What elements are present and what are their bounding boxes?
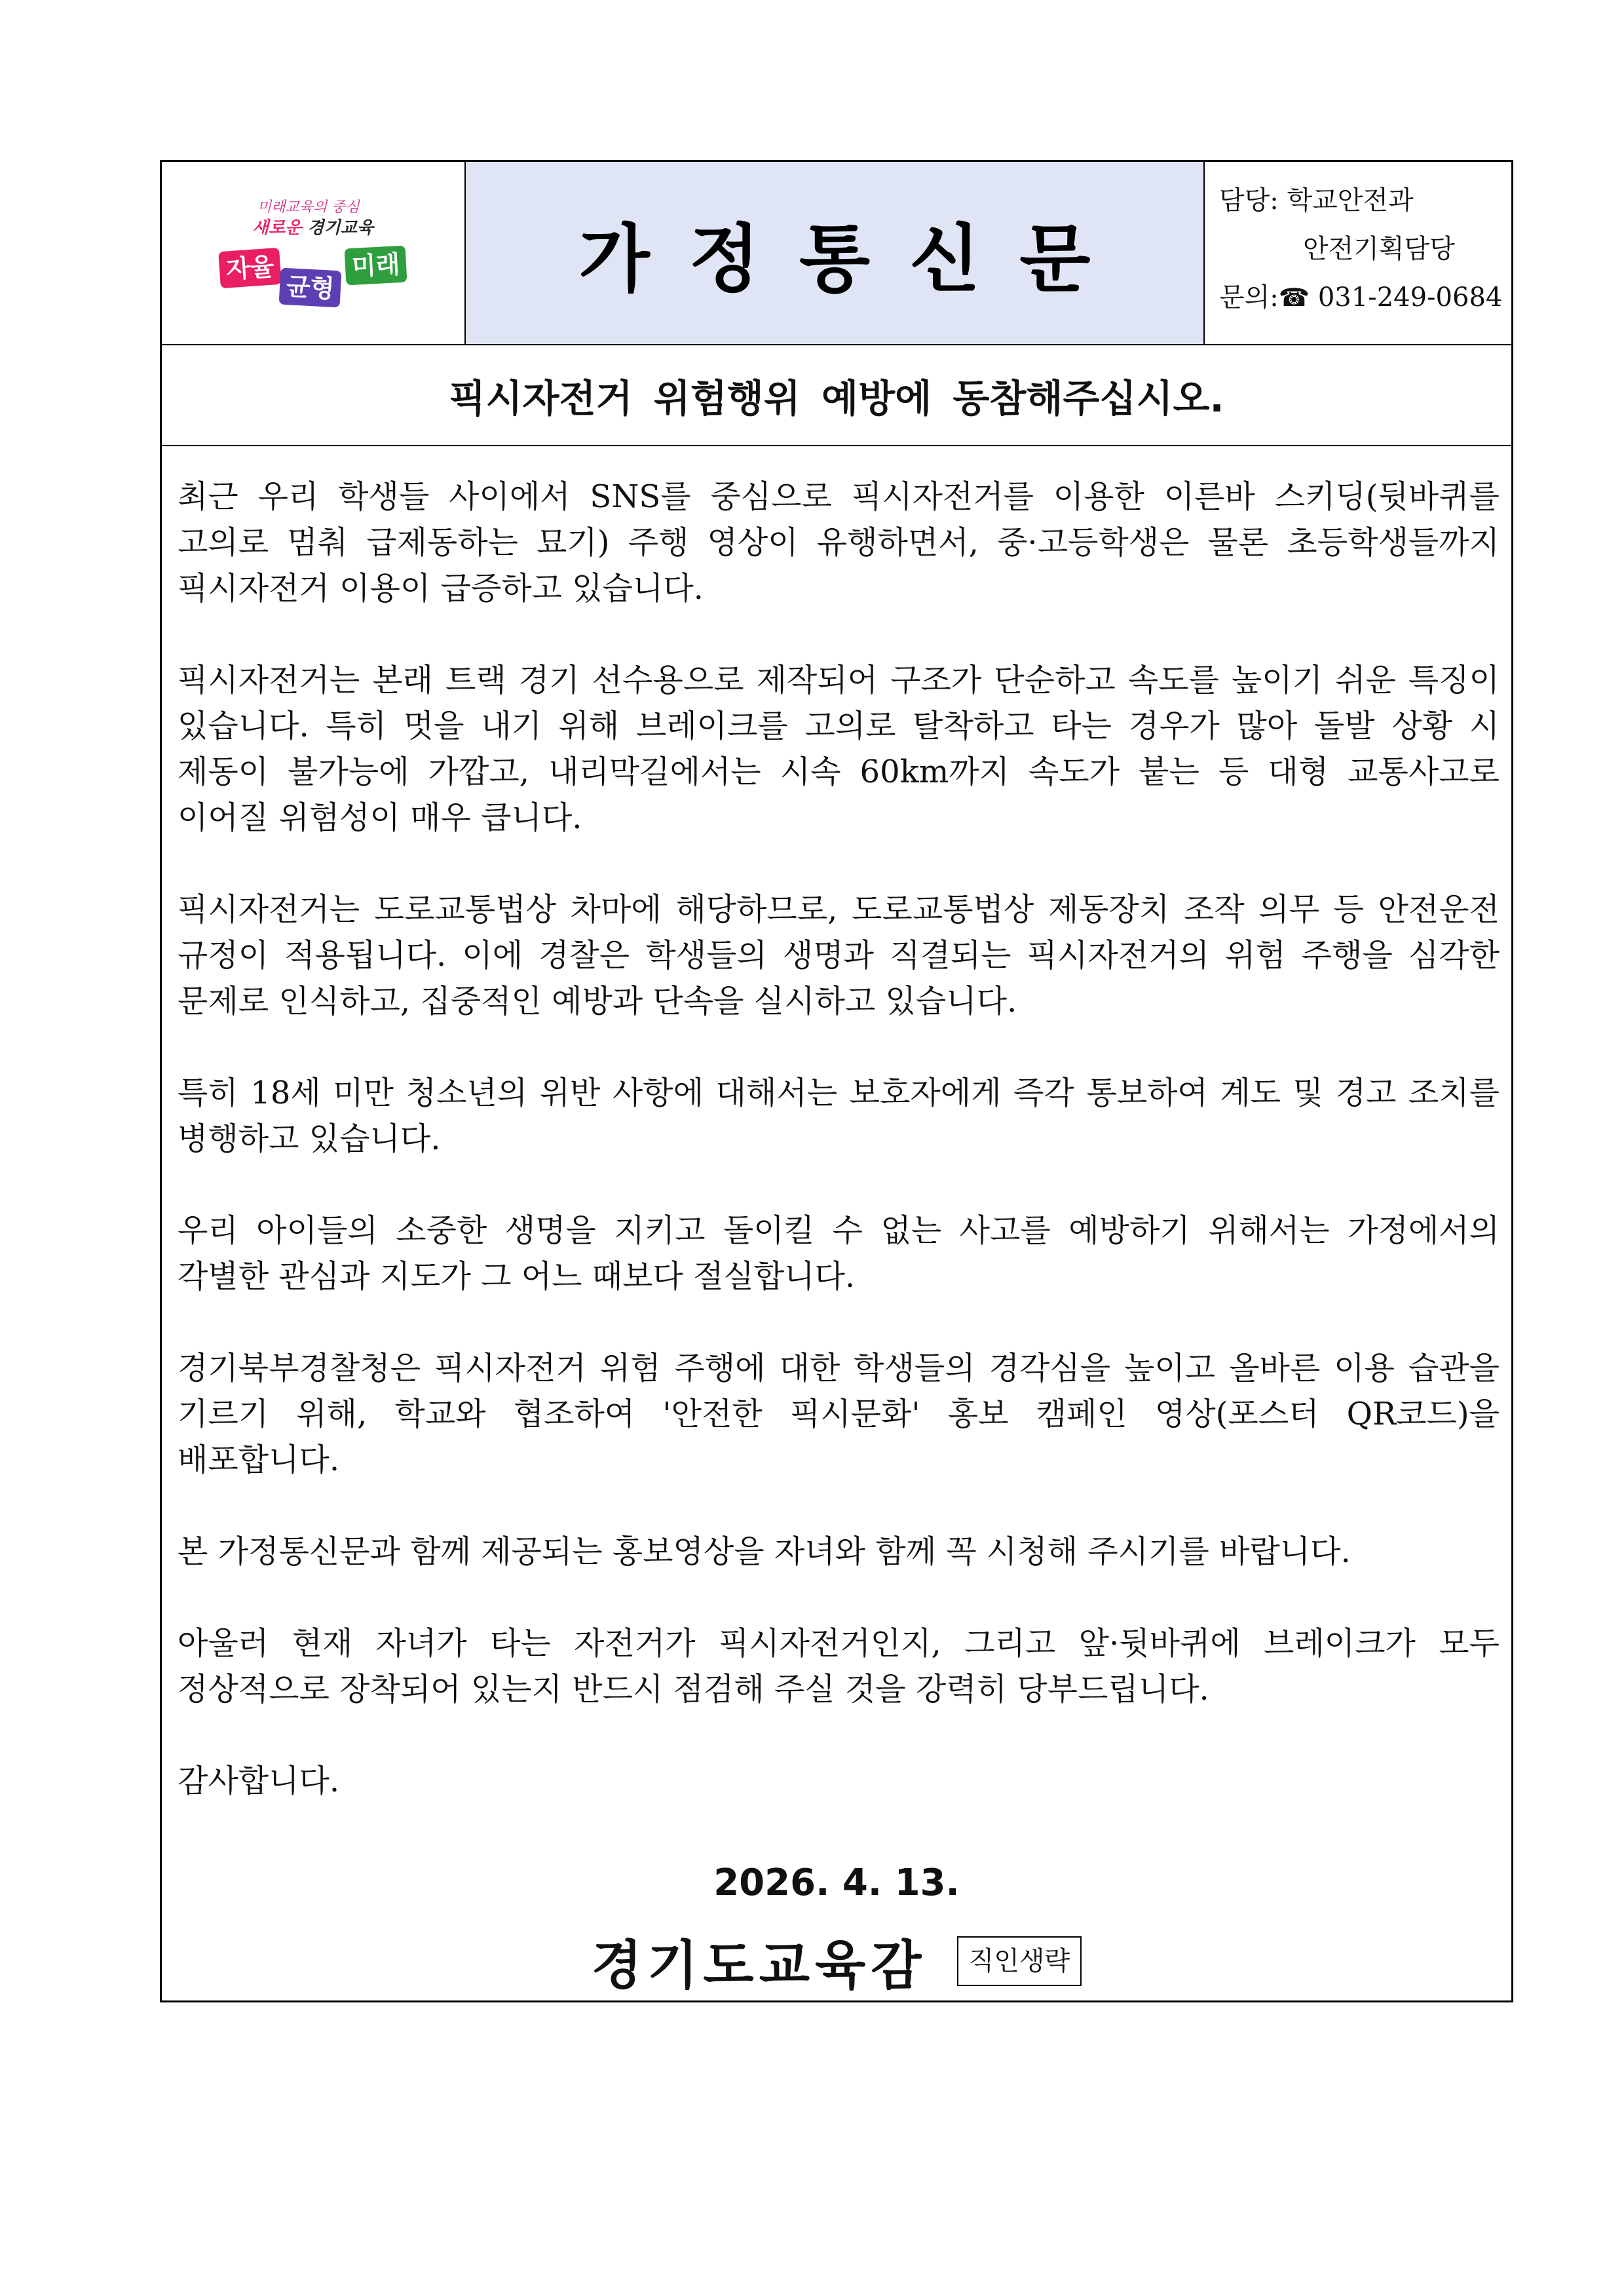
issue-date: 2026. 4. 13. bbox=[713, 1862, 960, 1904]
paragraph: 우리 아이들의 소중한 생명을 지키고 돌이킬 수 없는 사고를 예방하기 위해서는 가정에서의 각별한 관심과 지도가 그 어느 때보다 절실합니다. bbox=[178, 1212, 1500, 1295]
paragraph: 본 가정통신문과 함께 제공되는 홍보영상을 자녀와 함께 꼭 시청해 주시기를 바랍니다. bbox=[178, 1533, 1351, 1570]
logo-slogan-rest: 경기교육 bbox=[301, 218, 373, 238]
contact-info bbox=[1205, 162, 1511, 344]
logo-slogan-1: 미래교육의 중심 bbox=[257, 199, 360, 216]
logo-slogan-2 bbox=[252, 214, 373, 239]
logo-word-3: 미래 bbox=[345, 246, 407, 286]
contact-row bbox=[1205, 273, 1511, 322]
contact-label: 문의: bbox=[1219, 282, 1279, 313]
paragraph: 아울러 현재 자녀가 타는 자전거가 픽시자전거인지, 그리고 앞·뒷바퀴에 브레이크가 모두 정상적으로 장착되어 있는지 반드시 점검해 주실 것을 강력히 당부드립니다. bbox=[178, 1625, 1500, 1708]
team-row bbox=[1205, 225, 1511, 273]
paragraph: 픽시자전거는 도로교통법상 차마에 해당하므로, 도로교통법상 제동장치 조작 의무 등 안전운전 규정이 적용됩니다. 이에 경찰은 학생들의 생명과 직결되는 픽시자전거의 위험 주행을 심각한 문제로 인식하고, 집중적인 예방과 단속을 실시하고 있습니다. bbox=[178, 891, 1500, 1020]
paragraph: 특히 18세 미만 청소년의 위반 사항에 대해서는 보호자에게 즉각 통보하여 계도 및 경고 조치를 병행하고 있습니다. bbox=[178, 1075, 1500, 1157]
gyeonggi-education-logo bbox=[219, 196, 409, 314]
department-row bbox=[1205, 176, 1511, 225]
page-title: 가정통신문 bbox=[578, 216, 1130, 302]
logo-cell bbox=[162, 162, 466, 344]
seal-omitted-stamp: 직인생략 bbox=[957, 1936, 1082, 1986]
header bbox=[162, 162, 1511, 345]
paragraph: 경기북부경찰청은 픽시자전거 위험 주행에 대한 학생들의 경각심을 높이고 올바른 이용 습관을 기르기 위해, 학교와 협조하여 '안전한 픽시문화' 홍보 캠페인 영상(포스터 QR코드)을 배포합니다. bbox=[178, 1350, 1500, 1478]
department-value: 학교안전과 bbox=[1287, 185, 1414, 216]
notice-frame bbox=[160, 160, 1513, 2002]
closing-line: 감사합니다. bbox=[178, 1763, 340, 1799]
signature-block bbox=[162, 1923, 1511, 1999]
logo-slogan-highlight: 새로운 bbox=[252, 218, 302, 238]
title-cell bbox=[466, 162, 1205, 344]
logo-word-2: 균형 bbox=[279, 268, 342, 308]
paragraph: 픽시자전거는 본래 트랙 경기 선수용으로 제작되어 구조가 단순하고 속도를 높이기 쉬운 특징이 있습니다. 특히 멋을 내기 위해 브레이크를 고의로 탈착하고 타는 경우가 많아 돌발 상황 시 제동이 불가능에 가깝고, 내리막길에서는 시속 60km까지 속도가 붙는 등 대형 교통사고로 이어질 위험성이 매우 큽니다. bbox=[178, 662, 1500, 836]
subject-row bbox=[162, 345, 1511, 446]
phone-icon: ☎ bbox=[1278, 283, 1310, 312]
signer-name: 경기도교육감 bbox=[591, 1935, 927, 1996]
department-label: 담당: bbox=[1219, 185, 1279, 216]
subject-title: 픽시자전거 위험행위 예방에 동참해주십시오. bbox=[449, 376, 1224, 421]
logo-word-1: 자율 bbox=[218, 248, 282, 288]
team-value: 안전기획담당 bbox=[1303, 234, 1455, 264]
phone-number: 031-249-0684 bbox=[1317, 282, 1503, 313]
paragraph: 최근 우리 학생들 사이에서 SNS를 중심으로 픽시자전거를 이용한 이른바 스키딩(뒷바퀴를 고의로 멈춰 급제동하는 묘기) 주행 영상이 유행하면서, 중·고등학생은 물론 초등학생들까지 픽시자전거 이용이 급증하고 있습니다. bbox=[178, 478, 1500, 607]
notice-body bbox=[178, 474, 1500, 1804]
